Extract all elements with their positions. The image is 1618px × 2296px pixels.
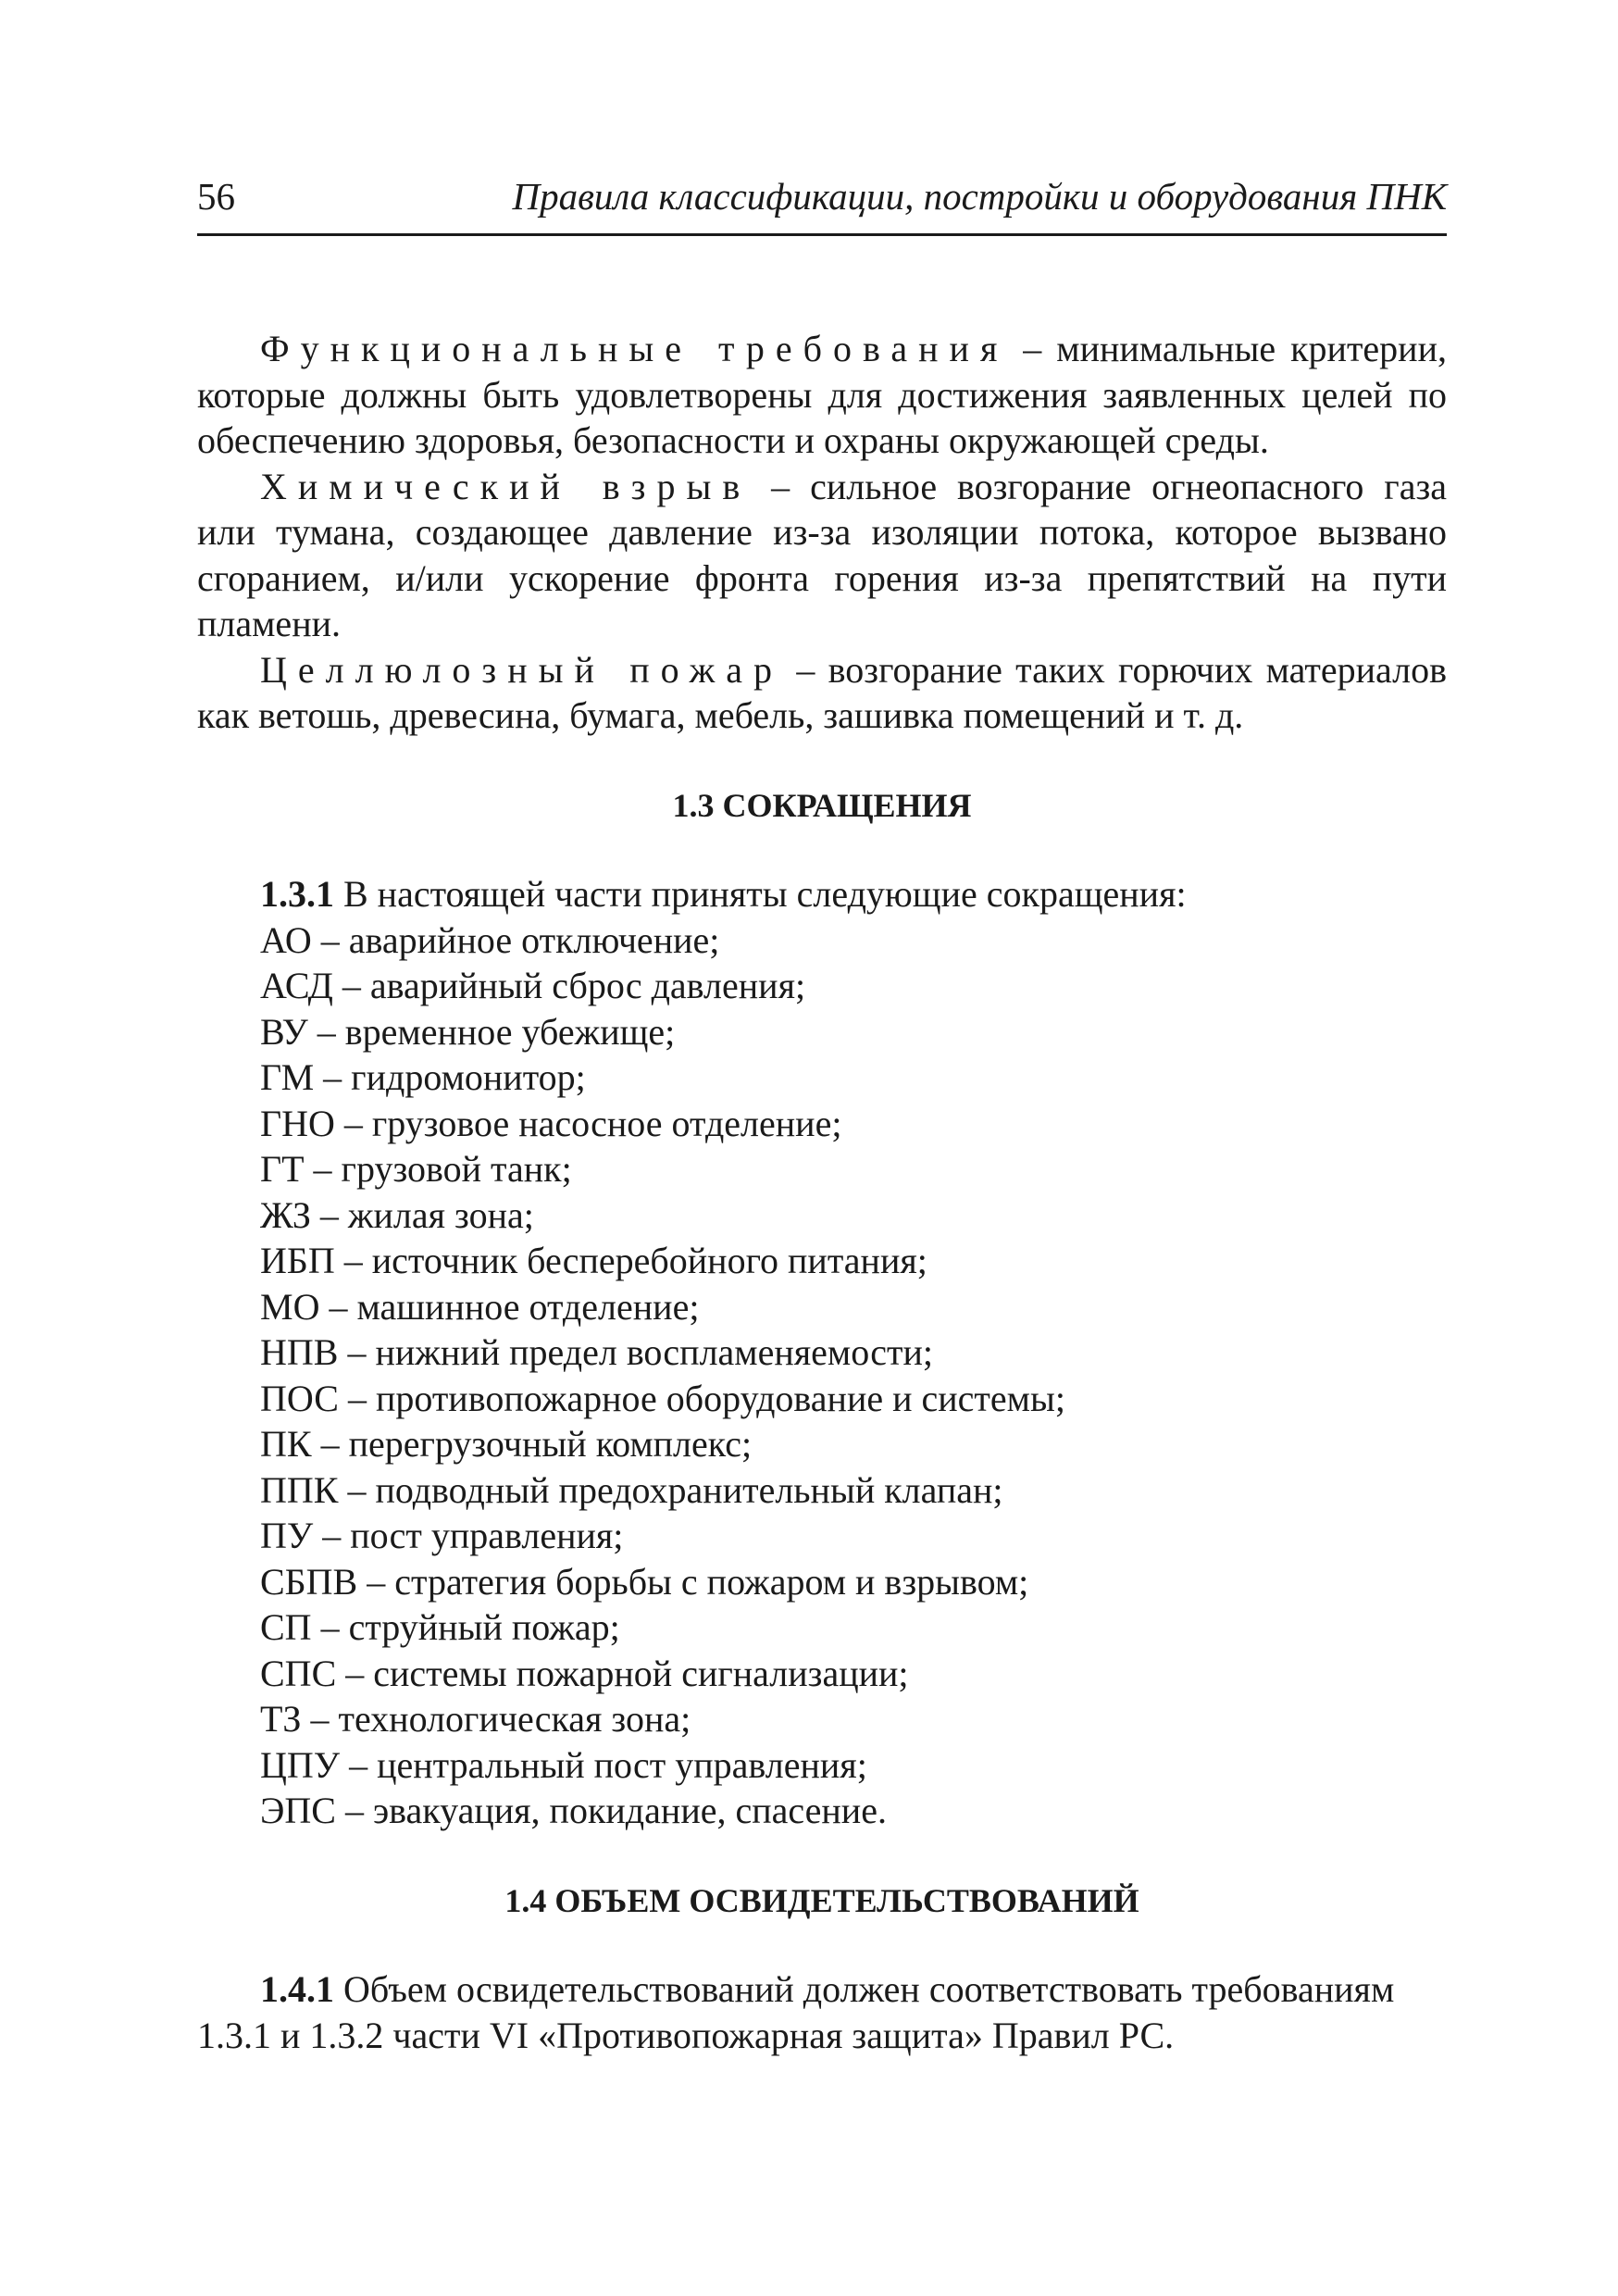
- definition-cellulose-fire: [197, 647, 1447, 739]
- list-item: ЭПС – эвакуация, покидание, спасение.: [260, 1790, 887, 1831]
- list-item: ИБП – источник бесперебойного питания;: [260, 1240, 927, 1281]
- list-item: ТЗ – технологическая зона;: [260, 1698, 691, 1740]
- definition-functional-requirements: [197, 326, 1447, 464]
- list-item: ЦПУ – центральный пост управления;: [260, 1743, 867, 1786]
- list-item: ППК – подводный предохранительный клапан;: [260, 1468, 1003, 1511]
- list-item: АО – аварийное отключение;: [260, 918, 720, 961]
- list-item: СП – струйный пожар;: [260, 1606, 620, 1648]
- list-item: ГТ – грузовой танк;: [260, 1148, 572, 1190]
- list-item: НПВ – нижний предел воспламеняемости;: [260, 1331, 933, 1373]
- abbreviations-intro: [197, 871, 1447, 917]
- definition-text: – минимальные критерии, которые должны быть удовлетворены для достижения заявленных целей по обеспечению здоровья, безопасности и охраны окружающей среды.: [197, 328, 1447, 461]
- list-item: ПК – перегрузочный комплекс;: [260, 1423, 753, 1465]
- list-item: ГМ – гидромонитор;: [260, 1056, 586, 1098]
- section-heading-survey-scope: 1.4 ОБЪЕМ ОСВИДЕТЕЛЬСТВОВАНИЙ: [504, 1881, 1139, 1919]
- body-text: [197, 326, 1447, 2058]
- list-item: СПС – системы пожарной сигнализации;: [260, 1652, 909, 1694]
- list-item: ПУ – пост управления;: [260, 1515, 624, 1556]
- list-item: ГНО – грузовое насосное отделение;: [260, 1102, 842, 1144]
- document-page: [197, 172, 1447, 2058]
- page-number: 56: [197, 175, 235, 218]
- definition-term: Функциональные требования: [260, 328, 1009, 369]
- running-header: [197, 172, 1447, 236]
- abbreviations-list: [197, 917, 1447, 1834]
- survey-scope-clause: [197, 1966, 1447, 2058]
- list-item: МО – машинное отделение;: [260, 1285, 700, 1328]
- list-item: СБПВ – стратегия борьбы с пожаром и взрывом;: [260, 1560, 1029, 1603]
- list-item: ЖЗ – жилая зона;: [260, 1193, 534, 1236]
- list-item: ВУ – временное убежище;: [260, 1010, 676, 1053]
- definition-text: – сильное возгорание огнеопасного газа или тумана, создающее давление из-за изоляции потока, которое вызвано сгоранием, и/или ускорение фронта горения из-за препятствий на пути пламени.: [197, 465, 1448, 644]
- clause-number: 1.3.1: [260, 873, 334, 915]
- clause-text: Объем освидетельствований должен соответствовать требованиям: [334, 1968, 1395, 2010]
- definition-chemical-explosion: [197, 464, 1447, 647]
- clause-text: В настоящей части приняты следующие сокращения:: [334, 873, 1187, 915]
- definition-text: – возгорание таких горючих материалов как ветошь, древесина, бумага, мебель, зашивка помещений и т. д.: [197, 648, 1447, 736]
- section-heading-abbreviations: 1.3 СОКРАЩЕНИЯ: [672, 786, 972, 824]
- definition-term: Химический взрыв: [260, 465, 752, 507]
- list-item: ПОС – противопожарное оборудование и системы;: [260, 1377, 1065, 1419]
- running-header-title: Правила классификации, постройки и оборудования ПНК: [512, 175, 1447, 218]
- list-item: АСД – аварийный сброс давления;: [260, 965, 806, 1006]
- clause-text-continuation: 1.3.1 и 1.3.2 части VI «Противопожарная защита» Правил РС.: [197, 2014, 1175, 2056]
- clause-number: 1.4.1: [260, 1968, 334, 2010]
- definition-term: Целлюлозный пожар: [260, 648, 784, 691]
